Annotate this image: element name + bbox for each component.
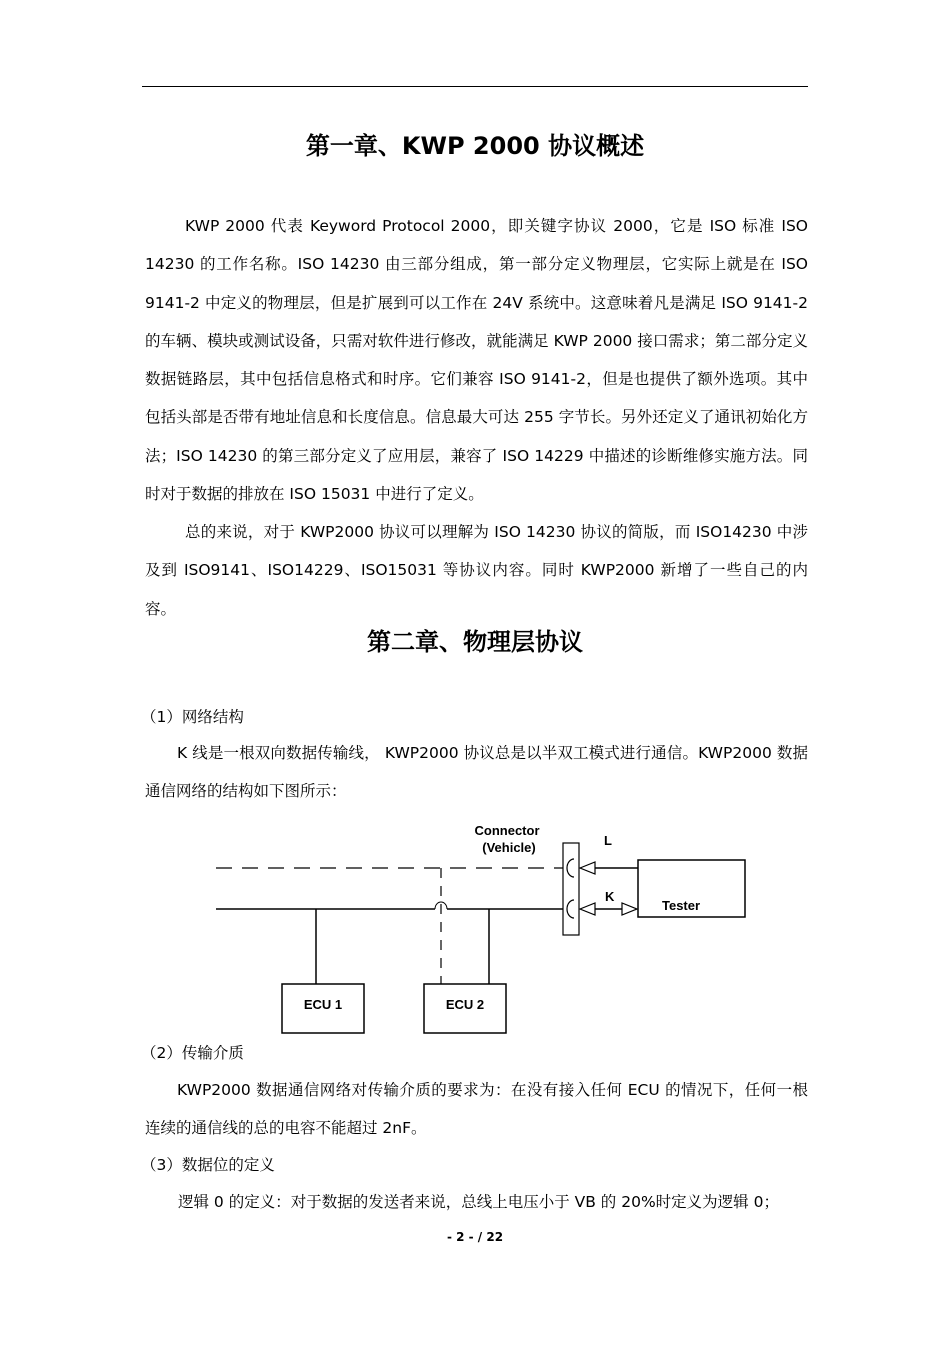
section3-text: 逻辑 0 的定义：对于数据的发送者来说，总线上电压小于 VB 的 20%时定义为逻辑 0； bbox=[178, 1193, 779, 1211]
chapter1-paragraph-2: 总的来说，对于 KWP2000 协议可以理解为 ISO 14230 协议的简版，而 ISO14230 中涉及到 ISO9141、ISO14229、ISO15031 等协议内容。同时 KWP2000 新增了一些自己的内容。 bbox=[145, 523, 808, 618]
section1-heading: （1）网络结构 bbox=[141, 708, 244, 726]
connector-label-2: (Vehicle) bbox=[482, 840, 536, 855]
l-label: L bbox=[604, 833, 612, 848]
section1-text: K 线是一根双向数据传输线， KWP2000 协议总是以半双工模式进行通信。KWP2000 数据通信网络的结构如下图所示： bbox=[145, 744, 808, 801]
ecu2-label: ECU 2 bbox=[445, 997, 485, 1012]
ecu1-label: ECU 1 bbox=[303, 997, 343, 1012]
page-number: - 2 - / 22 bbox=[446, 1230, 504, 1244]
section2-heading: （2）传输介质 bbox=[141, 1044, 244, 1062]
l-arrow bbox=[580, 862, 595, 874]
section2-text: KWP2000 数据通信网络对传输介质的要求为：在没有接入任何 ECU 的情况下，任何一根连续的通信线的总的电容不能超过 2nF。 bbox=[145, 1081, 808, 1138]
connector-label-1: Connector bbox=[474, 823, 540, 838]
chapter1-title: 第一章、KWP 2000 协议概述 bbox=[305, 132, 645, 160]
chapter1-paragraph-1: KWP 2000 代表 Keyword Protocol 2000，即关键字协议 2000，它是 ISO 标准 ISO 14230 的工作名称。ISO 14230 由三部分组成，第一部分定义物理层，它实际上就是在 ISO 9141-2 中定义的物理层，但是扩展到可以工作在 24V 系统中。这意味着凡是满足 ISO 9141-2 的车辆、模块或测试设备，只需对软件进行修改，就能满足 KWP 2000 接口需求；第二部分定义数据链路层，其中包括信息格式和时序。它们兼容 ISO 9141-2，但是也提供了额外选项。其中包括头部是否带有地址信息和长度信息。信息最大可达 255 字节长。另外还定义了通讯初始化方法；ISO 14230 的第三部分定义了应用层，兼容了 ISO 14229 中描述的诊断维修实施方法。同时对于数据的排放在 ISO 15031 中进行了定义。 bbox=[145, 217, 808, 504]
k-arrow-right bbox=[622, 903, 637, 915]
k-label: K bbox=[605, 889, 615, 904]
k-arrow-left bbox=[580, 903, 595, 915]
section3-heading: （3）数据位的定义 bbox=[141, 1156, 275, 1174]
connector-body bbox=[563, 843, 579, 935]
chapter2-title: 第二章、物理层协议 bbox=[367, 628, 583, 656]
tester-label: Tester bbox=[662, 898, 701, 913]
